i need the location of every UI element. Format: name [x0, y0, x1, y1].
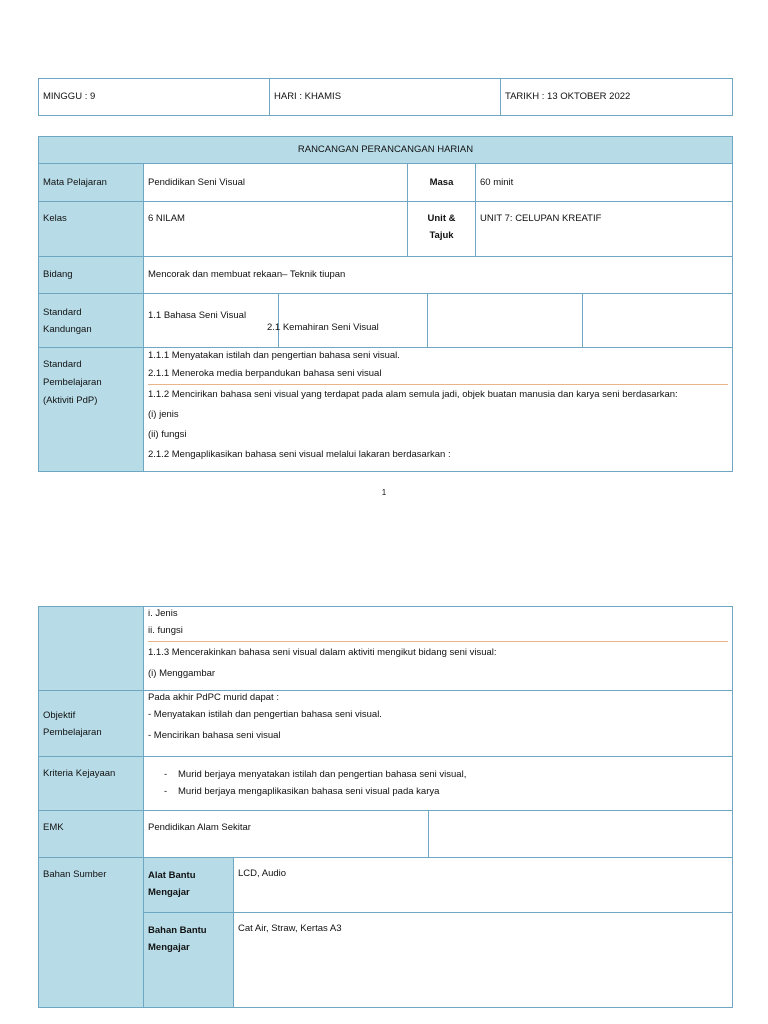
- mata-pelajaran-label: Mata Pelajaran: [39, 164, 144, 202]
- objektif-line: - Menyatakan istilah dan pengertian bahasa seni visual.: [148, 709, 382, 720]
- minggu-cell: MINGGU : 9: [39, 79, 270, 116]
- sp-line: (ii) fungsi: [148, 429, 187, 440]
- sp-line: 1.1.2 Mencirikan bahasa seni visual yang terdapat pada alam semula jadi, objek buatan manusia dan karya seni berdasarkan:: [148, 389, 678, 400]
- rph-table: [38, 136, 733, 472]
- abm-value: LCD, Audio: [234, 858, 733, 913]
- sp-line: (i) jenis: [148, 409, 179, 420]
- mata-pelajaran-value: Pendidikan Seni Visual: [144, 164, 408, 202]
- unit-tajuk-label: [408, 202, 476, 257]
- sp-label-line-1: Standard: [43, 359, 82, 370]
- sp-line: 2.1.2 Mengaplikasikan bahasa seni visual melalui lakaran berdasarkan :: [148, 449, 451, 460]
- bbm-label-line-2: Mengajar: [148, 942, 190, 953]
- bbm-label-line-1: Bahan Bantu: [148, 925, 207, 936]
- cont-line: (i) Menggambar: [148, 668, 216, 679]
- bahan-sumber-label: Bahan Sumber: [39, 858, 144, 1008]
- sp-label-line-3: (Aktiviti PdP): [43, 395, 98, 406]
- emk-empty: [429, 811, 733, 858]
- standard-pembelajaran-content: [144, 348, 733, 472]
- emk-value: Pendidikan Alam Sekitar: [144, 811, 429, 858]
- standard-kandungan-label: [39, 294, 144, 348]
- objektif-label: [39, 691, 144, 757]
- cont-line: 1.1.3 Mencerakinkan bahasa seni visual dalam aktiviti mengikut bidang seni visual:: [148, 647, 497, 658]
- standard-kandungan-empty-1: [428, 294, 583, 348]
- cont-line: i. Jenis: [148, 608, 178, 619]
- sk-label-line-2: Kandungan: [43, 323, 92, 335]
- abm-label-line-2: Mengajar: [148, 887, 190, 898]
- abm-label: [144, 858, 234, 913]
- objektif-line: - Mencirikan bahasa seni visual: [148, 730, 281, 741]
- kelas-value: 6 NILAM: [144, 202, 408, 257]
- kriteria-label: Kriteria Kejayaan: [39, 757, 144, 811]
- kelas-label: Kelas: [39, 202, 144, 257]
- unit-value: UNIT 7: CELUPAN KREATIF: [476, 202, 733, 257]
- emk-label: EMK: [39, 811, 144, 858]
- objektif-line: Pada akhir PdPC murid dapat :: [148, 692, 279, 703]
- standard-kandungan-2: 2.1 Kemahiran Seni Visual: [279, 294, 428, 348]
- cont-line: ii. fungsi: [148, 620, 728, 642]
- kriteria-content: [144, 757, 733, 811]
- standard-kandungan-1: 1.1 Bahasa Seni Visual: [144, 294, 279, 348]
- tarikh-cell: TARIKH : 13 OKTOBER 2022: [501, 79, 733, 116]
- masa-value: 60 minit: [476, 164, 733, 202]
- bidang-label: Bidang: [39, 257, 144, 294]
- sp-label-line-2: Pembelajaran: [43, 377, 102, 388]
- sp-line: 1.1.1 Menyatakan istilah dan pengertian bahasa seni visual.: [148, 350, 400, 361]
- rph-table-page-2: [38, 606, 733, 1008]
- bbm-label: [144, 913, 234, 1008]
- kriteria-item: - Murid berjaya mengaplikasikan bahasa seni visual pada karya: [162, 783, 728, 800]
- week-info-table: [38, 78, 733, 116]
- unit-label-line-2: Tajuk: [429, 230, 454, 241]
- continuation-label: [39, 607, 144, 691]
- page-number: 1: [381, 488, 387, 497]
- objektif-content: [144, 691, 733, 757]
- rph-title: RANCANGAN PERANCANGAN HARIAN: [39, 137, 733, 164]
- abm-label-line-1: Alat Bantu: [148, 870, 196, 881]
- objektif-label-line-2: Pembelajaran: [43, 726, 102, 738]
- standard-pembelajaran-label: [39, 348, 144, 472]
- masa-label: Masa: [408, 164, 476, 202]
- continuation-content: [144, 607, 733, 691]
- bbm-value: Cat Air, Straw, Kertas A3: [234, 913, 733, 1008]
- kriteria-item: - Murid berjaya menyatakan istilah dan pengertian bahasa seni visual,: [162, 766, 728, 783]
- sk-label-line-1: Standard: [43, 306, 82, 318]
- hari-cell: HARI : KHAMIS: [270, 79, 501, 116]
- sp-line: 2.1.1 Meneroka media berpandukan bahasa seni visual: [148, 363, 728, 385]
- standard-kandungan-empty-2: [583, 294, 733, 348]
- bidang-value: Mencorak dan membuat rekaan– Teknik tiupan: [144, 257, 733, 294]
- unit-label-line-1: Unit &: [427, 213, 456, 224]
- objektif-label-line-1: Objektif: [43, 709, 76, 721]
